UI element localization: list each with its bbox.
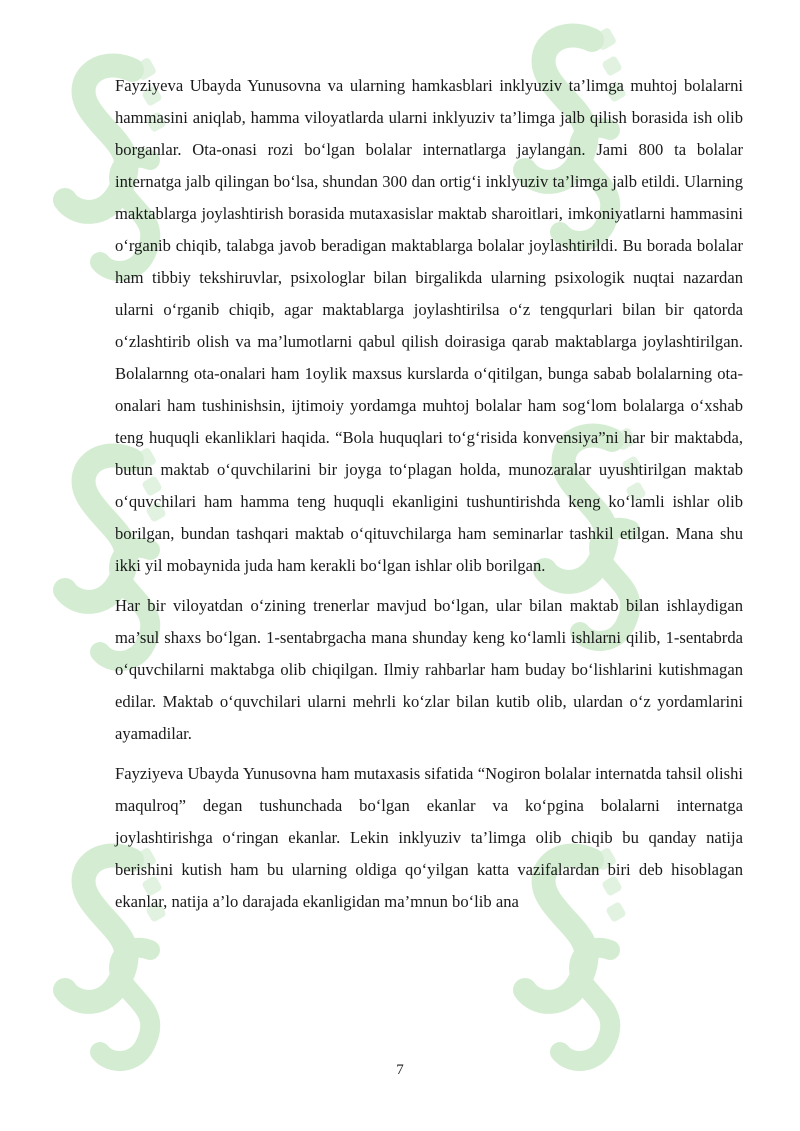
paragraph-1: Fayziyeva Ubayda Yunusovna va ularning hamkasblari inklyuziv ta’limga muhtoj bolalarni hammasini aniqlab, hamma viloyatlarda ularni inklyuziv ta’limga jalb qilish borasida ish olib borganlar. Ota-onasi rozi bo‘lgan bolalar internatlarga jaylangan. Jami 800 ta bolalar internatga jalb qilingan bo‘lsa, shundan 300 dan ortig‘i inklyuziv ta’limga jalb etildi. Ularning maktablarga joylashtirish borasida mutaxasislar maktab sharoitlari, imkoniyatlarni hammasini o‘rganib chiqib, talabga javob beradigan maktablarga bolalar joylashtirildi. Bu borada bolalar ham tibbiy tekshiruvlar, psixologlar bilan birgalikda ularning psixologik nuqtai nazardan ularni o‘rganib chiqib, agar maktablarga joylashtirilsa o‘z tengqurlari bilan bir qatorda o‘zlashtirib olish va ma’lumotlarni qabul qilish doirasiga qarab maktablarga joylashtirilgan. Bolalarnng ota-onalari ham 1oylik maxsus kurslarda o‘qitilgan, bunga sabab bolalarning ota- onalari ham tushinishsin, ijtimoiy yordamga muhtoj bolalar ham sog‘lom bolalarga o‘xshab teng huquqli ekanliklari haqida. “Bola huquqlari to‘g‘risida konvensiya”ni har bir maktabda, butun maktab o‘quvchilarini bir joyga to‘plagan holda, munozaralar uyushtirilgan maktab o‘quvchilari ham hamma teng huquqli ekanligini tushuntirishda keng ko‘lamli ishlar olib borilgan, bundan tashqari maktab o‘qituvchilarga ham seminarlar tashkil etilgan. Mana shu ikki yil mobaynida juda ham kerakli bo‘lgan ishlar olib borilgan. (115, 76, 743, 575)
page-number: 7 (396, 1062, 404, 1078)
paragraph-3: Fayziyeva Ubayda Yunusovna ham mutaxasis sifatida “Nogiron bolalar internatda tahsil olishi maqulroq” degan tushunchada bo‘lgan ekanlar va ko‘pgina bolalarni internatga joylashtirishga o‘ringan ekanlar. Lekin inklyuziv ta’limga olib chiqib bu qanday natija berishini kutish ham bu ularning oldiga qo‘yilgan katta vazifalardan biri deb hisoblagan ekanlar, natija a’lo darajada ekanligidan ma’mnun bo‘lib ana (115, 764, 743, 911)
paragraph-2: Har bir viloyatdan o‘zining trenerlar mavjud bo‘lgan, ular bilan maktab bilan ishlaydigan ma’sul shaxs bo‘lgan. 1-sentabrgacha mana shunday keng ko‘lamli ishlarni qilib, 1-sentabrda o‘quvchilarni maktabga olib chiqilgan. Ilmiy rahbarlar ham buday bo‘lishlarini kutishmagan edilar. Maktab o‘quvchilari ularni mehrli ko‘zlar bilan kutib olib, ulardan o‘z yordamlarini ayamadilar. (115, 596, 743, 743)
document-body (115, 70, 743, 926)
